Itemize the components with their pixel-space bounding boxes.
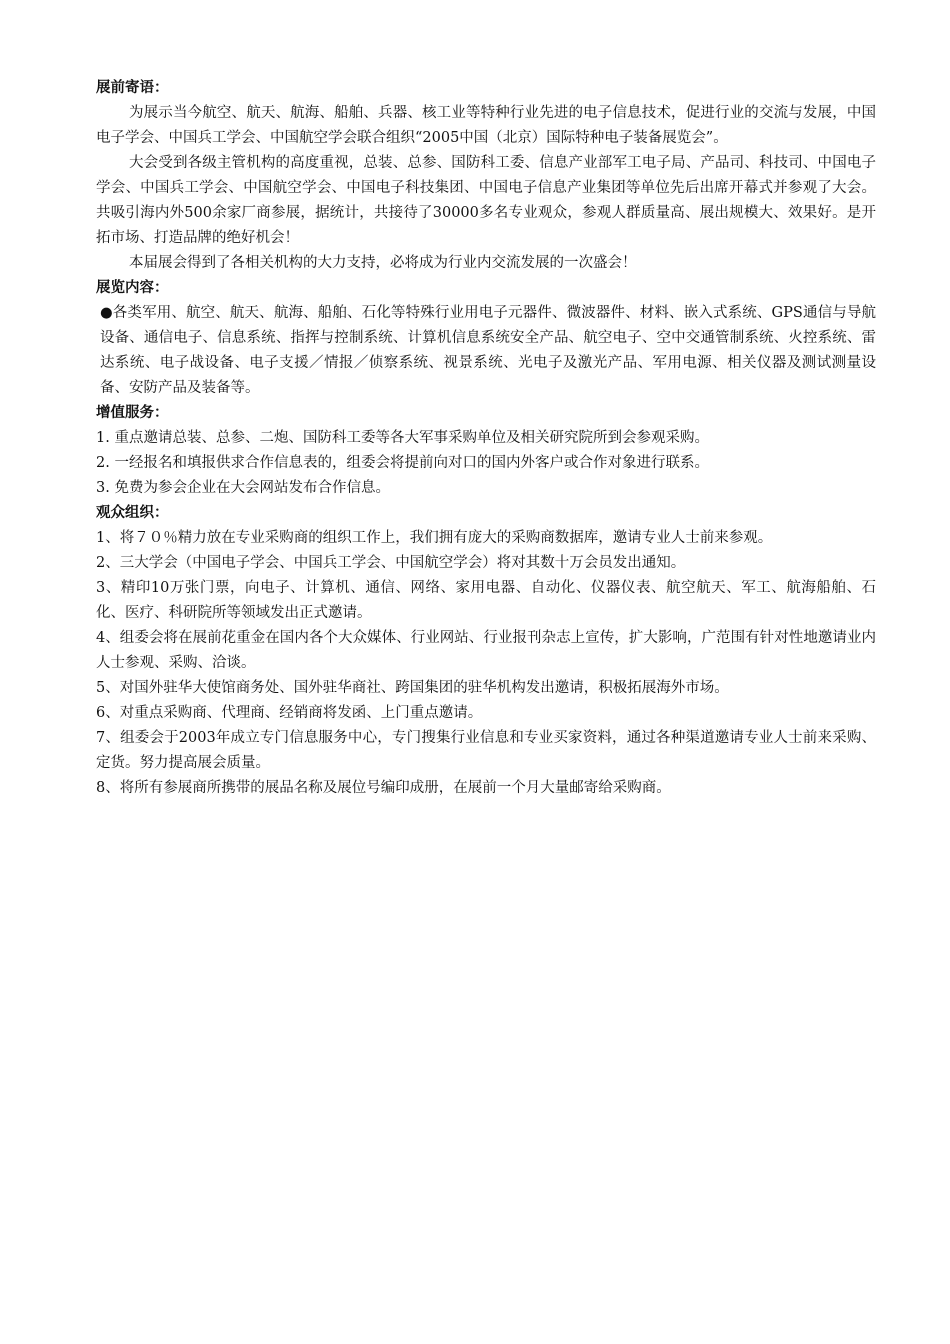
section-heading-preface: 展前寄语： — [96, 80, 169, 96]
list-item: 4、组委会将在展前花重金在国内各个大众媒体、行业网站、行业报刊杂志上宣传，扩大影响，广范围有针对性地邀请业内人士参观、采购、洽谈。 — [96, 630, 876, 671]
list-item: 1. 重点邀请总装、总参、二炮、国防科工委等各大军事采购单位及相关研究院所到会参观采购。 — [96, 430, 709, 446]
list-item: 2. 一经报名和填报供求合作信息表的，组委会将提前向对口的国内外客户或合作对象进行联系。 — [96, 455, 709, 471]
exhibits-bullet: ●各类军用、航空、航天、航海、船舶、石化等特殊行业用电子元器件、微波器件、材料、嵌入式系统、GPS通信与导航设备、通信电子、信息系统、指挥与控制系统、计算机信息系统安全产品、航空电子、空中交通管制系统、火控系统、雷达系统、电子战设备、电子支援／情报／侦察系统、视景系统、光电子及激光产品、军用电源、相关仪器及测试测量设备、安防产品及装备等。 — [100, 305, 876, 396]
section-audience — [96, 501, 876, 801]
list-item: 7、组委会于2003年成立专门信息服务中心，专门搜集行业信息和专业买家资料，通过各种渠道邀请专业人士前来采购、定货。努力提高展会质量。 — [96, 730, 876, 771]
section-preface — [96, 76, 876, 276]
section-services — [96, 401, 876, 501]
list-item: 3. 免费为参会企业在大会网站发布合作信息。 — [96, 480, 390, 496]
section-heading-audience: 观众组织： — [96, 505, 169, 521]
list-item: 5、对国外驻华大使馆商务处、国外驻华商社、跨国集团的驻华机构发出邀请，积极拓展海外市场。 — [96, 680, 729, 696]
section-heading-services: 增值服务： — [96, 405, 169, 421]
preface-paragraph: 为展示当今航空、航天、航海、船舶、兵器、核工业等特种行业先进的电子信息技术，促进行业的交流与发展，中国电子学会、中国兵工学会、中国航空学会联合组织“2005中国（北京）国际特种电子装备展览会”。 — [96, 105, 876, 146]
section-exhibits — [96, 276, 876, 401]
preface-paragraph: 本届展会得到了各相关机构的大力支持，必将成为行业内交流发展的一次盛会！ — [129, 255, 637, 271]
list-item: 6、对重点采购商、代理商、经销商将发函、上门重点邀请。 — [96, 705, 483, 721]
document-page — [96, 76, 876, 801]
preface-paragraph: 大会受到各级主管机构的高度重视，总装、总参、国防科工委、信息产业部军工电子局、产品司、科技司、中国电子学会、中国兵工学会、中国航空学会、中国电子科技集团、中国电子信息产业集团等单位先后出席开幕式并参观了大会。共吸引海内外500余家厂商参展，据统计，共接待了30000多名专业观众，参观人群质量高、展出规模大、效果好。是开拓市场、打造品牌的绝好机会！ — [96, 155, 876, 246]
list-item: 8、将所有参展商所携带的展品名称及展位号编印成册，在展前一个月大量邮寄给采购商。 — [96, 780, 671, 796]
list-item: 3、精印10万张门票，向电子、计算机、通信、网络、家用电器、自动化、仪器仪表、航空航天、军工、航海船舶、石化、医疗、科研院所等领域发出正式邀请。 — [96, 580, 876, 621]
list-item: 1、将７０％精力放在专业采购商的组织工作上，我们拥有庞大的采购商数据库，邀请专业人士前来参观。 — [96, 530, 773, 546]
list-item: 2、三大学会（中国电子学会、中国兵工学会、中国航空学会）将对其数十万会员发出通知。 — [96, 555, 686, 571]
section-heading-exhibits: 展览内容： — [96, 280, 169, 296]
